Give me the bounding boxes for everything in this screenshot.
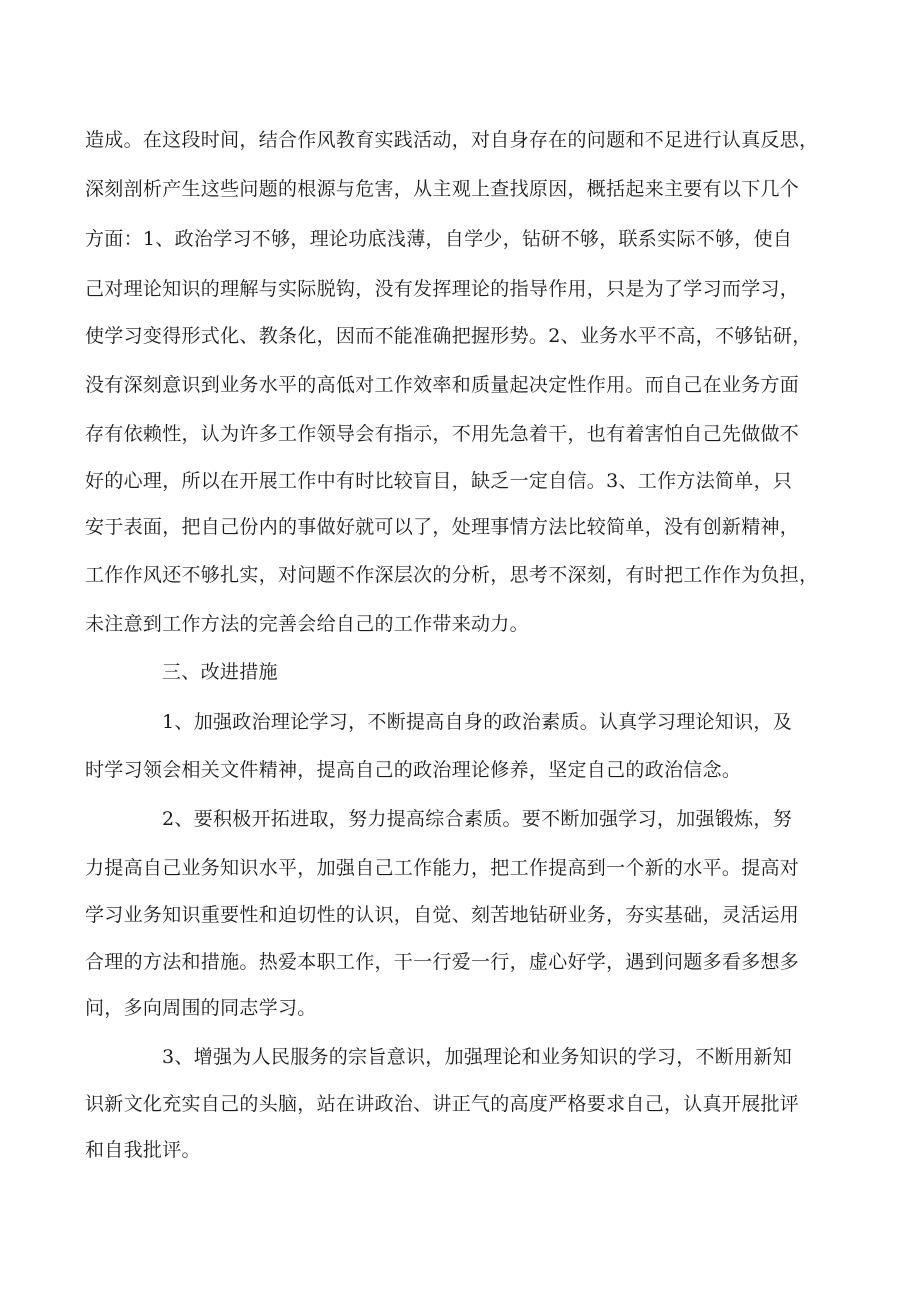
text-line: 好的心理，所以在开展工作中有时比较盲目，缺乏一定自信。3、工作方法简单，只 bbox=[85, 470, 793, 492]
text-line: 安于表面，把自己份内的事做好就可以了，处理事情方法比较简单，没有创新精神， bbox=[85, 516, 800, 538]
text-line: 和自我批评。 bbox=[85, 1139, 201, 1161]
text-line: 己对理论知识的理解与实际脱钩，没有发挥理论的指导作用，只是为了学习而学习， bbox=[85, 278, 800, 300]
text-line: 学习业务知识重要性和迫切性的认识，自觉、刻苦地钻研业务，夯实基础，灵活运用 bbox=[85, 904, 800, 926]
text-line: 力提高自己业务知识水平，加强自己工作能力，把工作提高到一个新的水平。提高对 bbox=[85, 857, 800, 879]
text-line: 识新文化充实自己的头脑，站在讲政治、讲正气的高度严格要求自己，认真开展批评 bbox=[85, 1093, 800, 1115]
text-line: 存有依赖性，认为许多工作领导会有指示，不用先急着干，也有着害怕自己先做做不 bbox=[85, 423, 800, 445]
text-line: 没有深刻意识到业务水平的高低对工作效率和质量起决定性作用。而自己在业务方面 bbox=[85, 374, 800, 396]
text-line: 工作作风还不够扎实，对问题不作深层次的分析，思考不深刻，有时把工作作为负担， bbox=[85, 564, 819, 586]
text-line: 时学习领会相关文件精神，提高自己的政治理论修养，坚定自己的政治信念。 bbox=[85, 759, 742, 781]
text-line: 造成。在这段时间，结合作风教育实践活动，对自身存在的问题和不足进行认真反思， bbox=[85, 129, 819, 151]
text-line: 合理的方法和措施。热爱本职工作，干一行爱一行，虚心好学，遇到问题多看多想多 bbox=[85, 951, 800, 973]
text-line: 问，多向周围的同志学习。 bbox=[85, 997, 317, 1019]
text-line: 深刻剖析产生这些问题的根源与危害，从主观上查找原因，概括起来主要有以下几个 bbox=[85, 178, 800, 200]
text-line: 3、增强为人民服务的宗旨意识，加强理论和业务知识的学习，不断用新知 bbox=[162, 1046, 792, 1068]
section-heading: 三、改进措施 bbox=[162, 661, 278, 683]
text-line: 1、加强政治理论学习，不断提高自身的政治素质。认真学习理论知识，及 bbox=[162, 711, 792, 733]
text-line: 未注意到工作方法的完善会给自己的工作带来动力。 bbox=[85, 613, 529, 635]
text-line: 2、要积极开拓进取，努力提高综合素质。要不断加强学习，加强锻炼，努 bbox=[162, 808, 792, 830]
text-line: 方面：1、政治学习不够，理论功底浅薄，自学少，钻研不够，联系实际不够，使自 bbox=[85, 228, 793, 250]
text-line: 使学习变得形式化、教条化，因而不能准确把握形势。2、业务水平不高，不够钻研， bbox=[85, 325, 812, 347]
